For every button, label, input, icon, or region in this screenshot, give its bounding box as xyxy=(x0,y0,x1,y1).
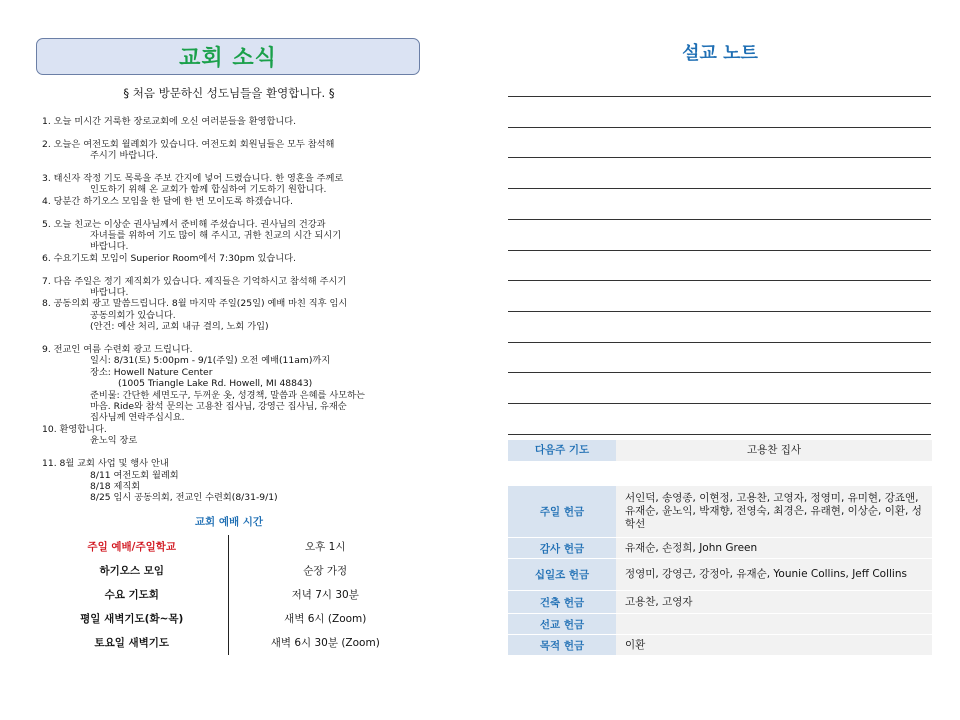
note-line xyxy=(508,188,931,189)
offering-label: 건축 헌금 xyxy=(508,591,616,613)
offering-row xyxy=(508,591,932,614)
news-title: 교회 소식 xyxy=(179,46,277,71)
notice-item xyxy=(36,116,422,127)
notice-item xyxy=(36,196,422,207)
service-row xyxy=(36,631,422,655)
notice-text: 1. 오늘 미시간 거룩한 장로교회에 오신 여러분들을 환영합니다. xyxy=(42,116,297,127)
service-times-title: 교회 예배 시간 xyxy=(194,515,264,528)
offering-label: 감사 헌금 xyxy=(508,538,616,558)
offering-row xyxy=(508,614,932,635)
service-row xyxy=(36,607,422,631)
service-name: 토요일 새벽기도 xyxy=(36,631,228,655)
note-line xyxy=(508,157,931,158)
sermon-notes-title: 설교 노트 xyxy=(682,43,758,64)
notice-item xyxy=(36,253,422,264)
notice-continuation: 장소: Howell Nature Center xyxy=(90,366,213,378)
service-time: 오후 1시 xyxy=(305,541,346,554)
notice-continuation: 바랍니다. xyxy=(90,287,129,299)
offering-label: 목적 헌금 xyxy=(508,635,616,655)
offering-row xyxy=(508,486,932,538)
notice-text: 9. 전교인 여름 수련회 광고 드립니다. xyxy=(42,344,193,356)
notice-text: 10. 환영합니다. xyxy=(42,423,107,435)
notice-text: 8. 공동의회 광고 말씀드립니다. 8월 마지막 주일(25일) 예배 마친 직후 임시 xyxy=(42,298,348,310)
notice-item xyxy=(36,458,422,504)
notice-text: 4. 당분간 하기오스 모임을 한 달에 한 번 모이도록 하겠습니다. xyxy=(42,195,293,207)
notice-text: 6. 수요기도회 모임이 Superior Room에서 7:30pm 있습니다. xyxy=(42,252,296,264)
next-week-prayer-row xyxy=(508,440,932,461)
notice-continuation: 바랍니다. xyxy=(90,241,129,253)
notice-item xyxy=(36,173,422,196)
notice-continuation: 자녀들를 위하여 기도 많이 해 주시고, 귀한 친교의 시간 되시기 xyxy=(90,230,342,242)
service-row xyxy=(36,535,422,559)
service-time: 새벽 6시 30분 (Zoom) xyxy=(270,637,380,650)
notice-continuation: 8/18 제직회 xyxy=(90,480,141,492)
notice-continuation: 마음. Ride와 참석 문의는 고용찬 집사님, 강영근 집사님, 유재순 xyxy=(90,401,347,413)
notice-continuation: 준비물: 간단한 세면도구, 두꺼운 옷, 성경책, 말씀과 은혜를 사모하는 xyxy=(90,389,365,401)
notice-continuation: 인도하기 위해 온 교회가 함께 합심하여 기도하기 원합니다. xyxy=(90,184,327,196)
note-line xyxy=(508,372,931,373)
note-line xyxy=(508,342,931,343)
note-line xyxy=(508,280,931,281)
notice-item xyxy=(36,219,422,253)
notice-item xyxy=(36,139,422,162)
notice-text: 7. 다음 주일은 정기 제직회가 있습니다. 제직들은 기억하시고 참석해 주시기 xyxy=(42,275,347,287)
service-time: 저녁 7시 30분 xyxy=(291,589,359,602)
offerings-table xyxy=(508,486,932,656)
note-line xyxy=(508,311,931,312)
note-line xyxy=(508,250,931,251)
notice-item xyxy=(36,276,422,299)
notice-item xyxy=(36,298,422,332)
notice-continuation: 8/25 임시 공동의회, 전교인 수련회(8/31-9/1) xyxy=(90,492,278,504)
service-row xyxy=(36,559,422,583)
service-time: 새벽 6시 (Zoom) xyxy=(284,613,367,626)
service-name: 하기오스 모임 xyxy=(36,559,228,583)
sermon-note-lines xyxy=(508,68,932,428)
service-name: 주일 예배/주일학교 xyxy=(36,535,228,559)
offering-value: 유재순, 손정희, John Green xyxy=(625,541,758,554)
service-row xyxy=(36,583,422,607)
note-line xyxy=(508,127,931,128)
offering-row xyxy=(508,635,932,656)
note-line xyxy=(508,434,931,435)
note-line xyxy=(508,96,931,97)
notice-continuation: 집사님께 연락주십시요. xyxy=(90,412,185,424)
notice-continuation: 8/11 여전도회 월례회 xyxy=(90,469,179,481)
offering-value xyxy=(616,614,932,634)
note-line xyxy=(508,403,931,404)
next-week-prayer-label: 다음주 기도 xyxy=(508,440,616,461)
notice-text: 11. 8월 교회 사업 및 행사 안내 xyxy=(42,458,169,470)
welcome-message: § 처음 방문하신 성도님들을 환영합니다. § xyxy=(123,86,335,100)
notice-continuation: 공동의회가 있습니다. xyxy=(90,309,176,321)
offering-value: 서인덕, 송영종, 이현정, 고용찬, 고영자, 정영미, 유미현, 강죠앤, 유재순, 윤노익, 박재향, 전영숙, 최경은, 유래현, 이상순, 이환, 성학선 xyxy=(625,492,922,530)
offering-value: 이환 xyxy=(625,638,646,651)
notice-list xyxy=(36,116,422,504)
offering-row xyxy=(508,538,932,559)
notice-continuation: 주시기 바랍니다. xyxy=(90,150,158,162)
sermon-notes-panel xyxy=(508,40,932,652)
service-time: 순장 가정 xyxy=(303,565,348,578)
service-name: 수요 기도회 xyxy=(36,583,228,607)
offering-label: 선교 헌금 xyxy=(508,614,616,634)
notice-continuation: 윤노익 장로 xyxy=(90,435,138,447)
offering-value: 고용찬, 고영자 xyxy=(625,595,693,608)
service-name: 평일 새벽기도(화~목) xyxy=(36,607,228,631)
notice-item xyxy=(36,344,422,424)
offering-value: 정영미, 강영근, 강정아, 유재순, Younie Collins, Jeff Collins xyxy=(625,568,907,580)
service-times-table xyxy=(36,535,422,655)
note-line xyxy=(508,219,931,220)
notice-continuation: 일시: 8/31(토) 5:00pm - 9/1(주일) 오전 예배(11am)까지 xyxy=(90,355,331,367)
notice-text: 3. 태신자 작정 기도 목록을 주보 간지에 넣어 드렸습니다. 한 영혼을 주께로 xyxy=(42,173,344,184)
notice-text: 2. 오늘은 여전도회 월례회가 있습니다. 여전도회 회원님들은 모두 참석해 xyxy=(42,138,335,150)
church-news-panel xyxy=(36,38,422,655)
news-title-box xyxy=(36,38,420,75)
notice-item xyxy=(36,424,422,447)
notice-continuation: (1005 Triangle Lake Rd. Howell, MI 48843) xyxy=(118,378,313,390)
offering-label: 주일 헌금 xyxy=(508,486,616,537)
notice-continuation: (안건: 예산 처리, 교회 내규 결의, 노회 가입) xyxy=(90,321,269,333)
offering-row xyxy=(508,559,932,591)
offering-label: 십일조 헌금 xyxy=(508,559,616,590)
notice-text: 5. 오늘 친교는 이상순 권사님께서 준비해 주셨습니다. 권사님의 건강과 xyxy=(42,218,326,230)
next-week-prayer-value: 고용찬 집사 xyxy=(746,444,802,456)
